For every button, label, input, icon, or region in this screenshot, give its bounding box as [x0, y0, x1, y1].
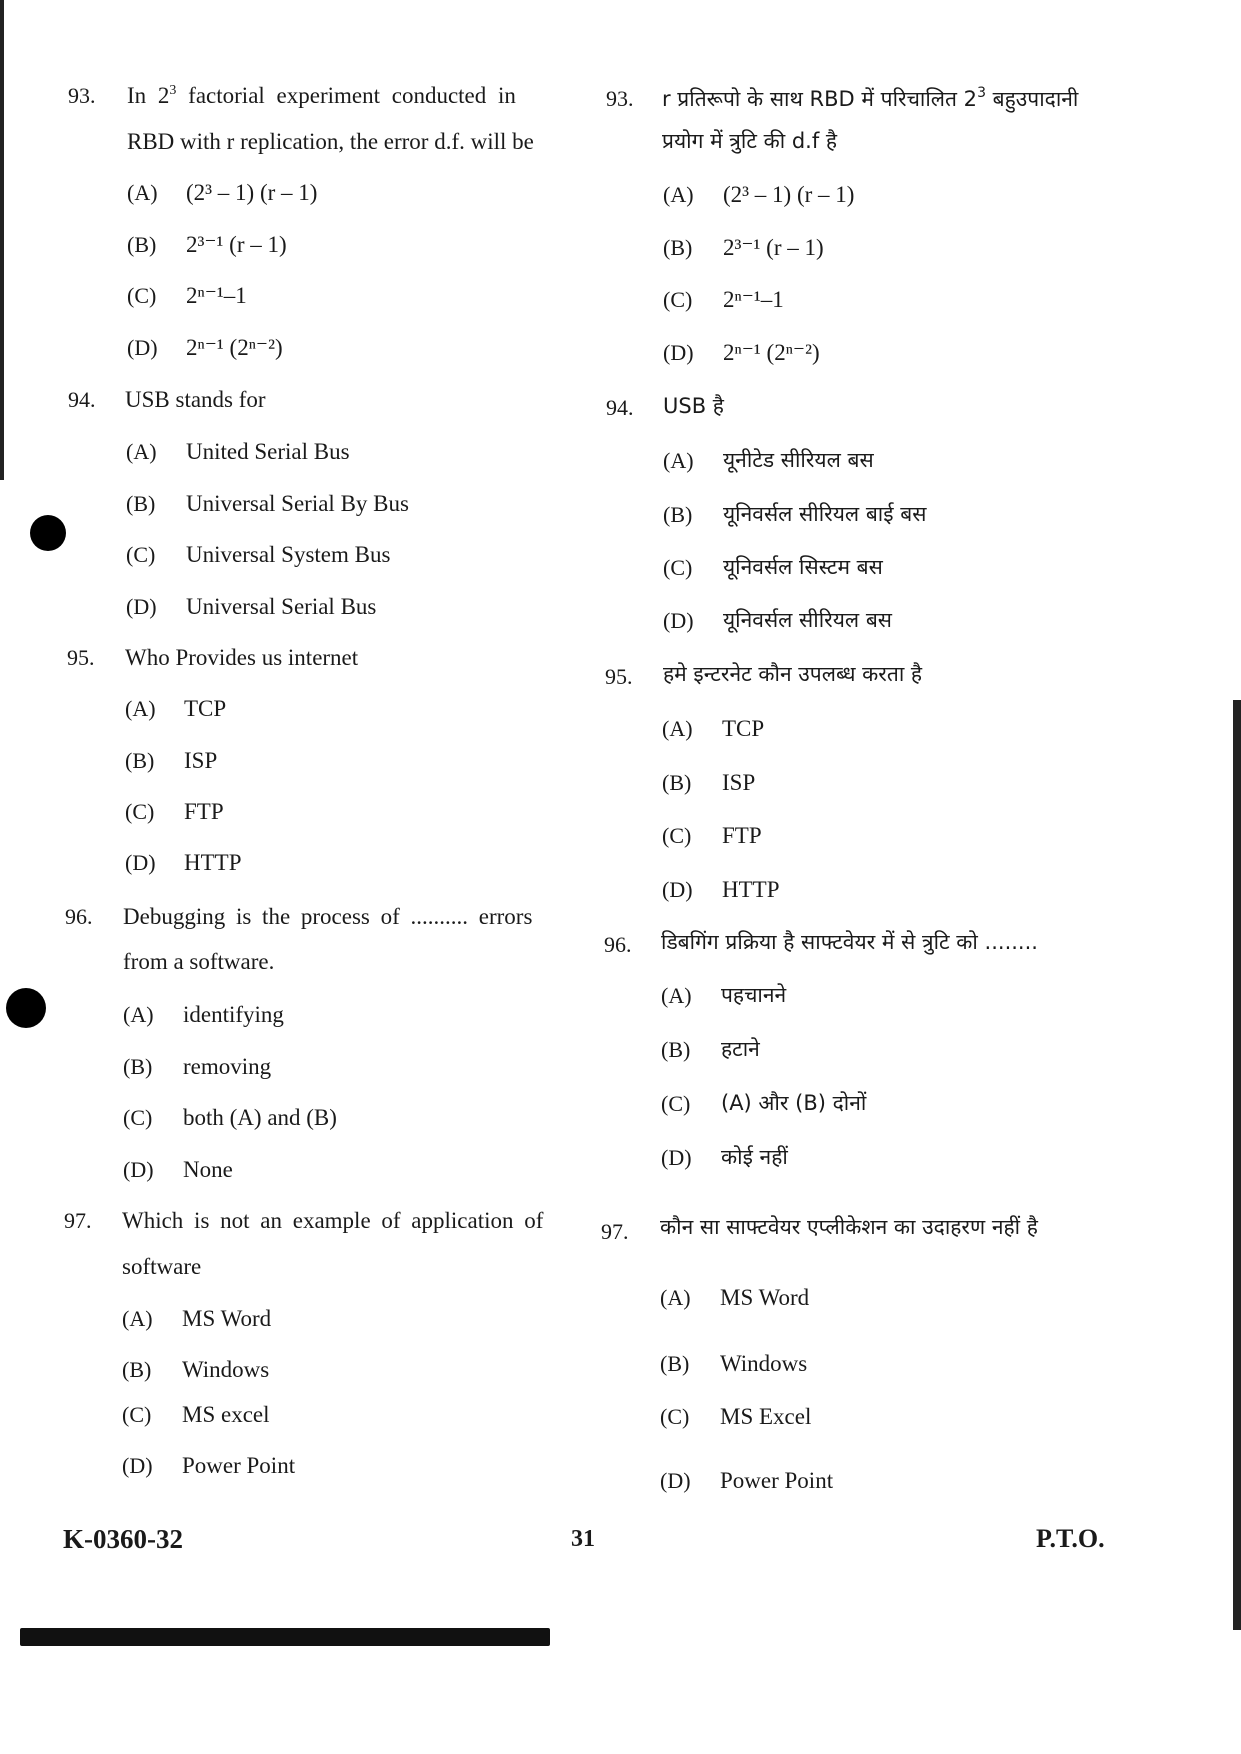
option-label: (C): [123, 1105, 153, 1130]
option-label: (D): [663, 608, 694, 633]
question-text: Which is not an example of application of: [122, 1208, 544, 1233]
option-text: ISP: [722, 770, 756, 795]
option-label: (D): [123, 1157, 154, 1182]
option-label: (D): [661, 1145, 692, 1170]
option-text: Universal System Bus: [186, 542, 391, 567]
question-number: 97.: [601, 1219, 629, 1244]
option-text: United Serial Bus: [186, 439, 350, 464]
option-text: Universal Serial Bus: [186, 594, 377, 619]
option-label: (D): [125, 850, 156, 875]
option-text: 2ⁿ⁻¹–1: [186, 283, 247, 308]
option-label: (C): [663, 555, 693, 580]
option-text: 2ⁿ⁻¹ (2ⁿ⁻²): [723, 340, 820, 365]
option-text: Windows: [182, 1357, 270, 1382]
option-text: MS excel: [182, 1402, 270, 1427]
question-text: In $2^3$ factorial experiment conducted in: [127, 83, 516, 108]
option-label: (C): [660, 1404, 690, 1429]
option-label: (B): [125, 748, 155, 773]
option-text: TCP: [184, 696, 227, 721]
option-label: (D): [663, 340, 694, 365]
option-label: (B): [660, 1351, 690, 1376]
question-number: 93.: [68, 83, 96, 108]
option-text: HTTP: [184, 850, 242, 875]
option-label: (C): [127, 283, 157, 308]
question-text: from a software.: [123, 949, 275, 974]
option-text: यूनिवर्सल सीरियल बाई बस: [723, 502, 927, 526]
option-text: यूनिवर्सल सिस्टम बस: [723, 555, 883, 579]
page-number: 31: [571, 1526, 595, 1552]
question-text: Who Provides us internet: [125, 645, 359, 670]
option-label: (D): [660, 1468, 691, 1493]
option-label: (D): [122, 1453, 153, 1478]
option-text: 2ⁿ⁻¹–1: [723, 287, 784, 312]
option-label: (C): [122, 1402, 152, 1427]
question-number: 93.: [606, 86, 634, 111]
option-label: (B): [663, 502, 693, 527]
option-label: (A): [123, 1002, 154, 1027]
question-text: USB stands for: [125, 387, 266, 412]
option-text: यूनिवर्सल सीरियल बस: [723, 608, 893, 632]
question-text: USB है: [663, 394, 724, 418]
option-text: identifying: [183, 1002, 284, 1027]
question-number: 95.: [67, 645, 95, 670]
option-text: FTP: [722, 823, 762, 848]
scan-bar-bottom: [20, 1628, 550, 1646]
question-text: r प्रतिरूपो के साथ RBD में परिचालित $2^3$ बहुउपादानी: [662, 85, 1079, 111]
option-label: (B): [127, 232, 157, 257]
option-label: (B): [126, 491, 156, 516]
option-text: पहचानने: [721, 983, 787, 1007]
option-text: 2³⁻¹ (r – 1): [723, 235, 824, 260]
option-text: Power Point: [182, 1453, 296, 1478]
option-label: (B): [123, 1054, 153, 1079]
option-label: (A): [662, 716, 693, 741]
option-label: (D): [127, 335, 158, 360]
option-label: (A): [660, 1285, 691, 1310]
option-text: MS Word: [182, 1306, 272, 1331]
question-text: Debugging is the process of .......... errors: [123, 904, 533, 929]
option-text: यूनीटेड सीरियल बस: [723, 448, 874, 472]
option-text: (2³ – 1) (r – 1): [723, 182, 855, 207]
option-label: (C): [126, 542, 156, 567]
option-text: TCP: [722, 716, 765, 741]
option-label: (B): [662, 770, 692, 795]
punch-hole-top: [30, 515, 66, 551]
option-label: (C): [661, 1091, 691, 1116]
option-text: removing: [183, 1054, 272, 1079]
question-text: RBD with r replication, the error d.f. will be: [127, 129, 534, 154]
option-label: (B): [663, 235, 693, 260]
option-text: HTTP: [722, 877, 780, 902]
option-label: (A): [663, 182, 694, 207]
scan-edge-left: [0, 0, 4, 480]
option-text: 2³⁻¹ (r – 1): [186, 232, 287, 257]
option-label: (C): [663, 287, 693, 312]
option-text: 2ⁿ⁻¹ (2ⁿ⁻²): [186, 335, 283, 360]
question-number: 95.: [605, 664, 633, 689]
option-label: (A): [126, 439, 157, 464]
please-turn-over: P.T.O.: [1036, 1524, 1105, 1553]
option-label: (B): [122, 1357, 152, 1382]
paper-code: K-0360-32: [63, 1524, 183, 1554]
option-label: (D): [126, 594, 157, 619]
question-text: कौन सा साफ्टवेयर एप्लीकेशन का उदाहरण नहीं है: [660, 1215, 1038, 1239]
option-text: हटाने: [721, 1037, 760, 1061]
option-label: (A): [661, 983, 692, 1008]
question-text: डिबगिंग प्रक्रिया है साफ्टवेयर में से त्रुटि को ........: [661, 930, 1038, 954]
question-number: 97.: [64, 1208, 92, 1233]
option-text: ISP: [184, 748, 218, 773]
option-label: (A): [663, 448, 694, 473]
question-text: प्रयोग में त्रुटि की d.f है: [662, 129, 838, 153]
option-text: (2³ – 1) (r – 1): [186, 180, 318, 205]
question-text: software: [122, 1254, 202, 1279]
option-label: (C): [662, 823, 692, 848]
option-label: (A): [127, 180, 158, 205]
option-label: (C): [125, 799, 155, 824]
option-text: कोई नहीं: [721, 1145, 788, 1169]
option-label: (A): [122, 1306, 153, 1331]
option-text: FTP: [184, 799, 224, 824]
question-number: 96.: [65, 904, 93, 929]
question-number: 94.: [606, 395, 634, 420]
option-label: (D): [662, 877, 693, 902]
option-text: Windows: [720, 1351, 808, 1376]
option-text: Power Point: [720, 1468, 834, 1493]
option-text: both (A) and (B): [183, 1105, 337, 1130]
question-number: 96.: [604, 932, 632, 957]
punch-hole-bottom: [6, 988, 46, 1028]
question-text: हमे इन्टरनेट कौन उपलब्ध करता है: [663, 662, 923, 686]
option-text: MS Excel: [720, 1404, 812, 1429]
option-text: Universal Serial By Bus: [186, 491, 409, 516]
question-number: 94.: [68, 387, 96, 412]
option-label: (A): [125, 696, 156, 721]
option-text: None: [183, 1157, 233, 1182]
option-label: (B): [661, 1037, 691, 1062]
option-text: (A) और (B) दोनों: [721, 1091, 867, 1115]
scan-edge-right: [1233, 700, 1241, 1630]
option-text: MS Word: [720, 1285, 810, 1310]
